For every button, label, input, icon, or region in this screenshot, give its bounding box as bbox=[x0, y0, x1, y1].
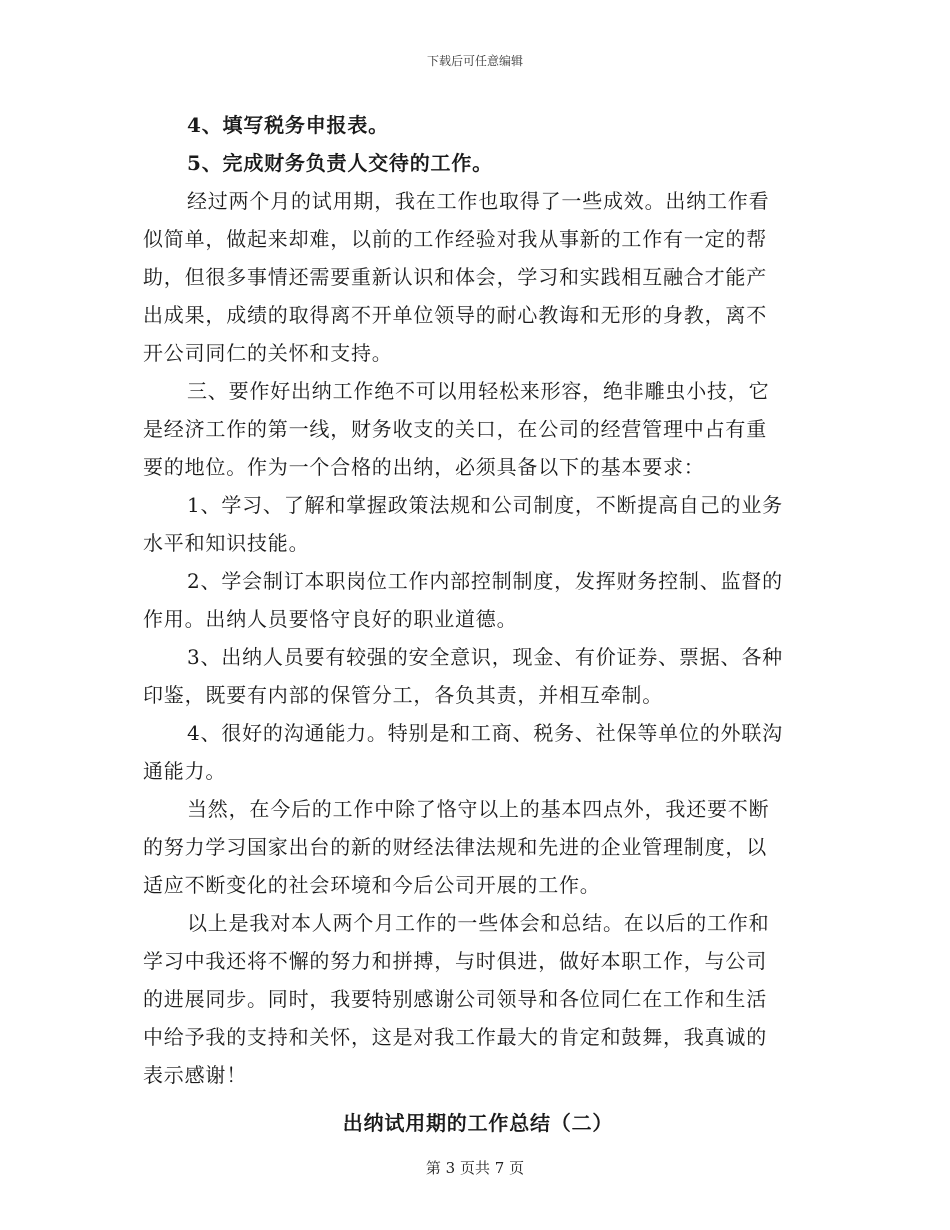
text-line: 适应不断变化的社会环境和今后公司开展的工作。 bbox=[143, 873, 601, 897]
text-line: 3、出纳人员要有较强的安全意识，现金、有价证券、票据、各种 bbox=[187, 645, 783, 669]
page-header: 下载后可任意编辑 bbox=[426, 54, 523, 68]
text-line: 经过两个月的试用期，我在工作也取得了一些成效。出纳工作看 bbox=[187, 189, 770, 213]
text-line: 的努力学习国家出台的新的财经法律法规和先进的企业管理制度，以 bbox=[143, 835, 767, 859]
document-body bbox=[143, 106, 813, 1142]
text-line: 开公司同仁的关怀和支持。 bbox=[143, 341, 393, 365]
section-title: 出纳试用期的工作总结（二） bbox=[342, 1111, 614, 1135]
text-line: 中给予我的支持和关怀，这是对我工作最大的肯定和鼓舞，我真诚的 bbox=[143, 1025, 767, 1049]
text-line: 通能力。 bbox=[143, 759, 227, 783]
page-footer: 第 3 页共 7 页 bbox=[425, 1159, 525, 1177]
text-line: 2、学会制订本职岗位工作内部控制制度，发挥财务控制、监督的 bbox=[187, 569, 783, 593]
text-line: 4、很好的沟通能力。特别是和工商、税务、社保等单位的外联沟 bbox=[187, 721, 783, 745]
text-line: 当然，在今后的工作中除了恪守以上的基本四点外，我还要不断 bbox=[187, 797, 770, 821]
text-line: 作用。出纳人员要恪守良好的职业道德。 bbox=[143, 607, 518, 631]
text-line: 1、学习、了解和掌握政策法规和公司制度，不断提高自己的业务 bbox=[187, 493, 783, 517]
text-line: 助，但很多事情还需要重新认识和体会，学习和实践相互融合才能产 bbox=[143, 265, 767, 289]
text-line: 是经济工作的第一线，财务收支的关口，在公司的经营管理中占有重 bbox=[143, 417, 767, 441]
text-line: 印鉴，既要有内部的保管分工，各负其责，并相互牵制。 bbox=[143, 683, 663, 707]
text-line: 以上是我对本人两个月工作的一些体会和总结。在以后的工作和 bbox=[187, 911, 770, 935]
text-line: 学习中我还将不懈的努力和拼搏，与时俱进，做好本职工作，与公司 bbox=[143, 949, 767, 973]
text-line: 表示感谢！ bbox=[143, 1063, 247, 1087]
text-line: 三、要作好出纳工作绝不可以用轻松来形容，绝非雕虫小技，它 bbox=[187, 379, 770, 403]
text-line: 的进展同步。同时，我要特别感谢公司领导和各位同仁在工作和生活 bbox=[143, 987, 767, 1011]
text-line: 4、填写税务申报表。 bbox=[187, 113, 389, 137]
text-line: 5、完成财务负责人交待的工作。 bbox=[187, 151, 493, 175]
text-line: 要的地位。作为一个合格的出纳，必须具备以下的基本要求： bbox=[143, 455, 705, 479]
text-line: 似简单，做起来却难，以前的工作经验对我从事新的工作有一定的帮 bbox=[143, 227, 767, 251]
text-line: 水平和知识技能。 bbox=[143, 531, 310, 555]
text-line: 出成果，成绩的取得离不开单位领导的耐心教诲和无形的身教，离不 bbox=[143, 303, 767, 327]
paragraph-lines bbox=[143, 106, 813, 1094]
